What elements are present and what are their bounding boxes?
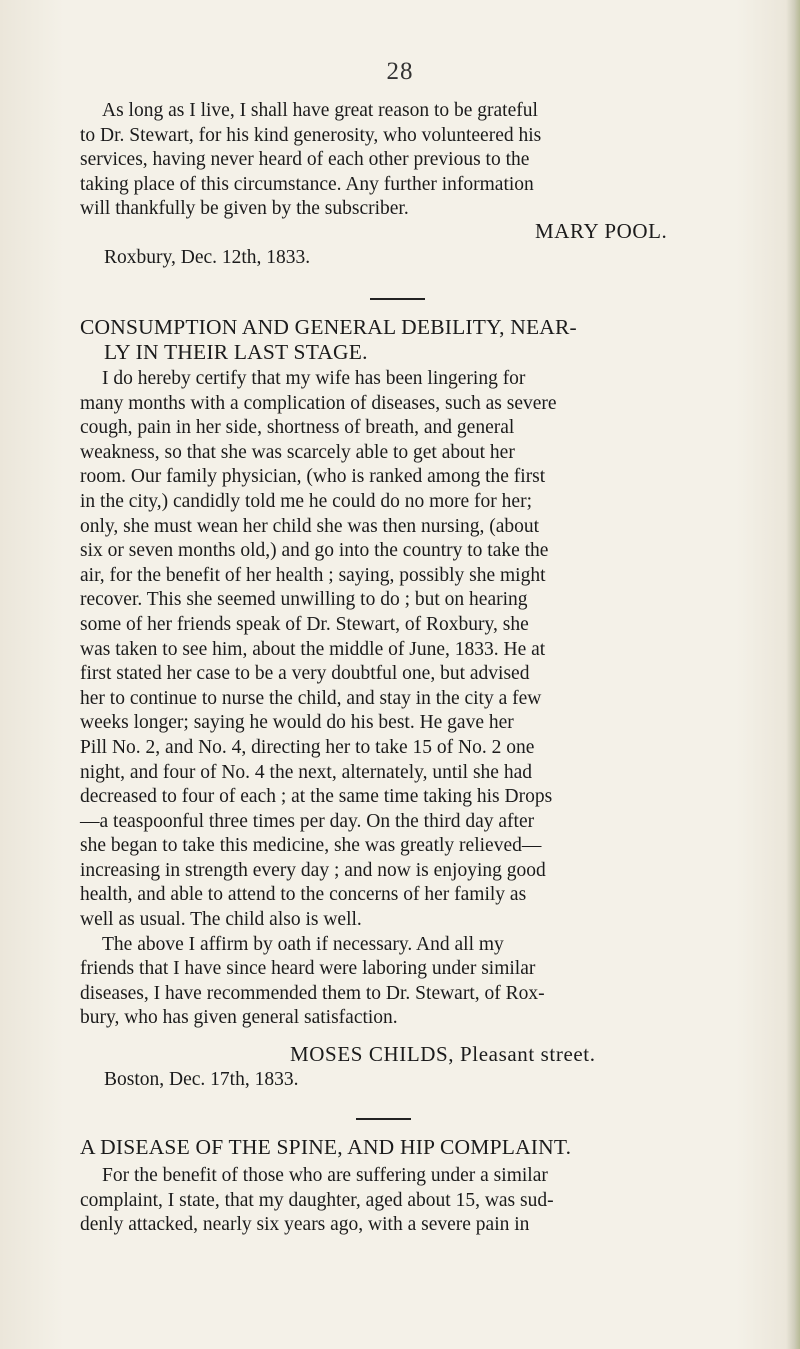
text-line: weakness, so that she was scarcely able to get about her [80, 441, 515, 463]
testimonial-spine-body [80, 1164, 712, 1238]
text-line: For the benefit of those who are suffering under a similar [102, 1165, 548, 1186]
text-line: was taken to see him, about the middle of June, 1833. He at [80, 638, 546, 660]
text-line: will thankfully be given by the subscriber. [80, 198, 409, 220]
heading-line: LY IN THEIR LAST STAGE. [104, 339, 368, 364]
text-line: friends that I have since heard were laboring under similar [80, 958, 536, 980]
place-date-boston: Boston, Dec. 17th, 1833. [104, 1069, 299, 1090]
divider-rule [356, 1118, 411, 1120]
text-line: many months with a complication of diseases, such as severe [80, 392, 557, 414]
text-line: some of her friends speak of Dr. Stewart, of Roxbury, she [80, 613, 529, 635]
text-line: in the city,) candidly told me he could do no more for her; [80, 490, 532, 512]
text-line: Pill No. 2, and No. 4, directing her to take 15 of No. 2 one [80, 736, 535, 758]
text-line: decreased to four of each ; at the same time taking his Drops [80, 786, 553, 808]
text-line: services, having never heard of each other previous to the [80, 149, 530, 171]
text-line: diseases, I have recommended them to Dr. Stewart, of Rox- [80, 982, 545, 1004]
text-line: she began to take this medicine, she was greatly relieved— [80, 835, 542, 857]
text-line: I do hereby certify that my wife has been lingering for [102, 368, 526, 389]
text-line: her to continue to nurse the child, and stay in the city a few [80, 687, 542, 709]
signature-moses-childs: MOSES CHILDS, Pleasant street. [290, 1042, 596, 1066]
text-line: well as usual. The child also is well. [80, 909, 362, 931]
testimonial-moses-childs-body [80, 367, 712, 1031]
text-line: only, she must wean her child she was then nursing, (about [80, 515, 540, 537]
signature-mary-pool: MARY POOL. [535, 219, 668, 243]
text-line: room. Our family physician, (who is ranked among the first [80, 466, 546, 488]
text-line: to Dr. Stewart, for his kind generosity, who volunteered his [80, 124, 542, 146]
text-line: bury, who has given general satisfaction. [80, 1007, 398, 1029]
text-line: weeks longer; saying he would do his best. He gave her [80, 712, 514, 734]
text-line: The above I affirm by oath if necessary. And all my [102, 933, 504, 955]
text-line: As long as I live, I shall have great reason to be grateful [102, 100, 538, 121]
text-line: air, for the benefit of her health ; saying, possibly she might [80, 564, 546, 586]
text-line: first stated her case to be a very doubtful one, but advised [80, 663, 530, 685]
testimonial-mary-pool-body [80, 99, 712, 222]
text-line: night, and four of No. 4 the next, alternately, until she had [80, 761, 532, 783]
heading-line: A DISEASE OF THE SPINE, AND HIP COMPLAINT. [80, 1135, 572, 1159]
text-line: health, and able to attend to the concerns of her family as [80, 884, 527, 906]
text-line: recover. This she seemed unwilling to do ; but on hearing [80, 589, 528, 611]
heading-line: CONSUMPTION AND GENERAL DEBILITY, NEAR- [80, 315, 577, 339]
page-number: 28 [386, 58, 414, 85]
heading-spine-disease [80, 1135, 712, 1160]
text-line: increasing in strength every day ; and now is enjoying good [80, 859, 546, 881]
text-line: taking place of this circumstance. Any further information [80, 173, 534, 195]
text-line: —a teaspoonful three times per day. On the third day after [80, 810, 535, 832]
heading-consumption [80, 315, 712, 364]
text-line: six or seven months old,) and go into the country to take the [80, 540, 549, 562]
place-date-roxbury: Roxbury, Dec. 12th, 1833. [104, 247, 311, 268]
page-edge-shadow [786, 0, 800, 1349]
text-line: cough, pain in her side, shortness of breath, and general [80, 417, 515, 439]
text-line: denly attacked, nearly six years ago, with a severe pain in [80, 1214, 530, 1236]
divider-rule [370, 298, 425, 300]
text-line: complaint, I state, that my daughter, aged about 15, was sud- [80, 1189, 554, 1211]
